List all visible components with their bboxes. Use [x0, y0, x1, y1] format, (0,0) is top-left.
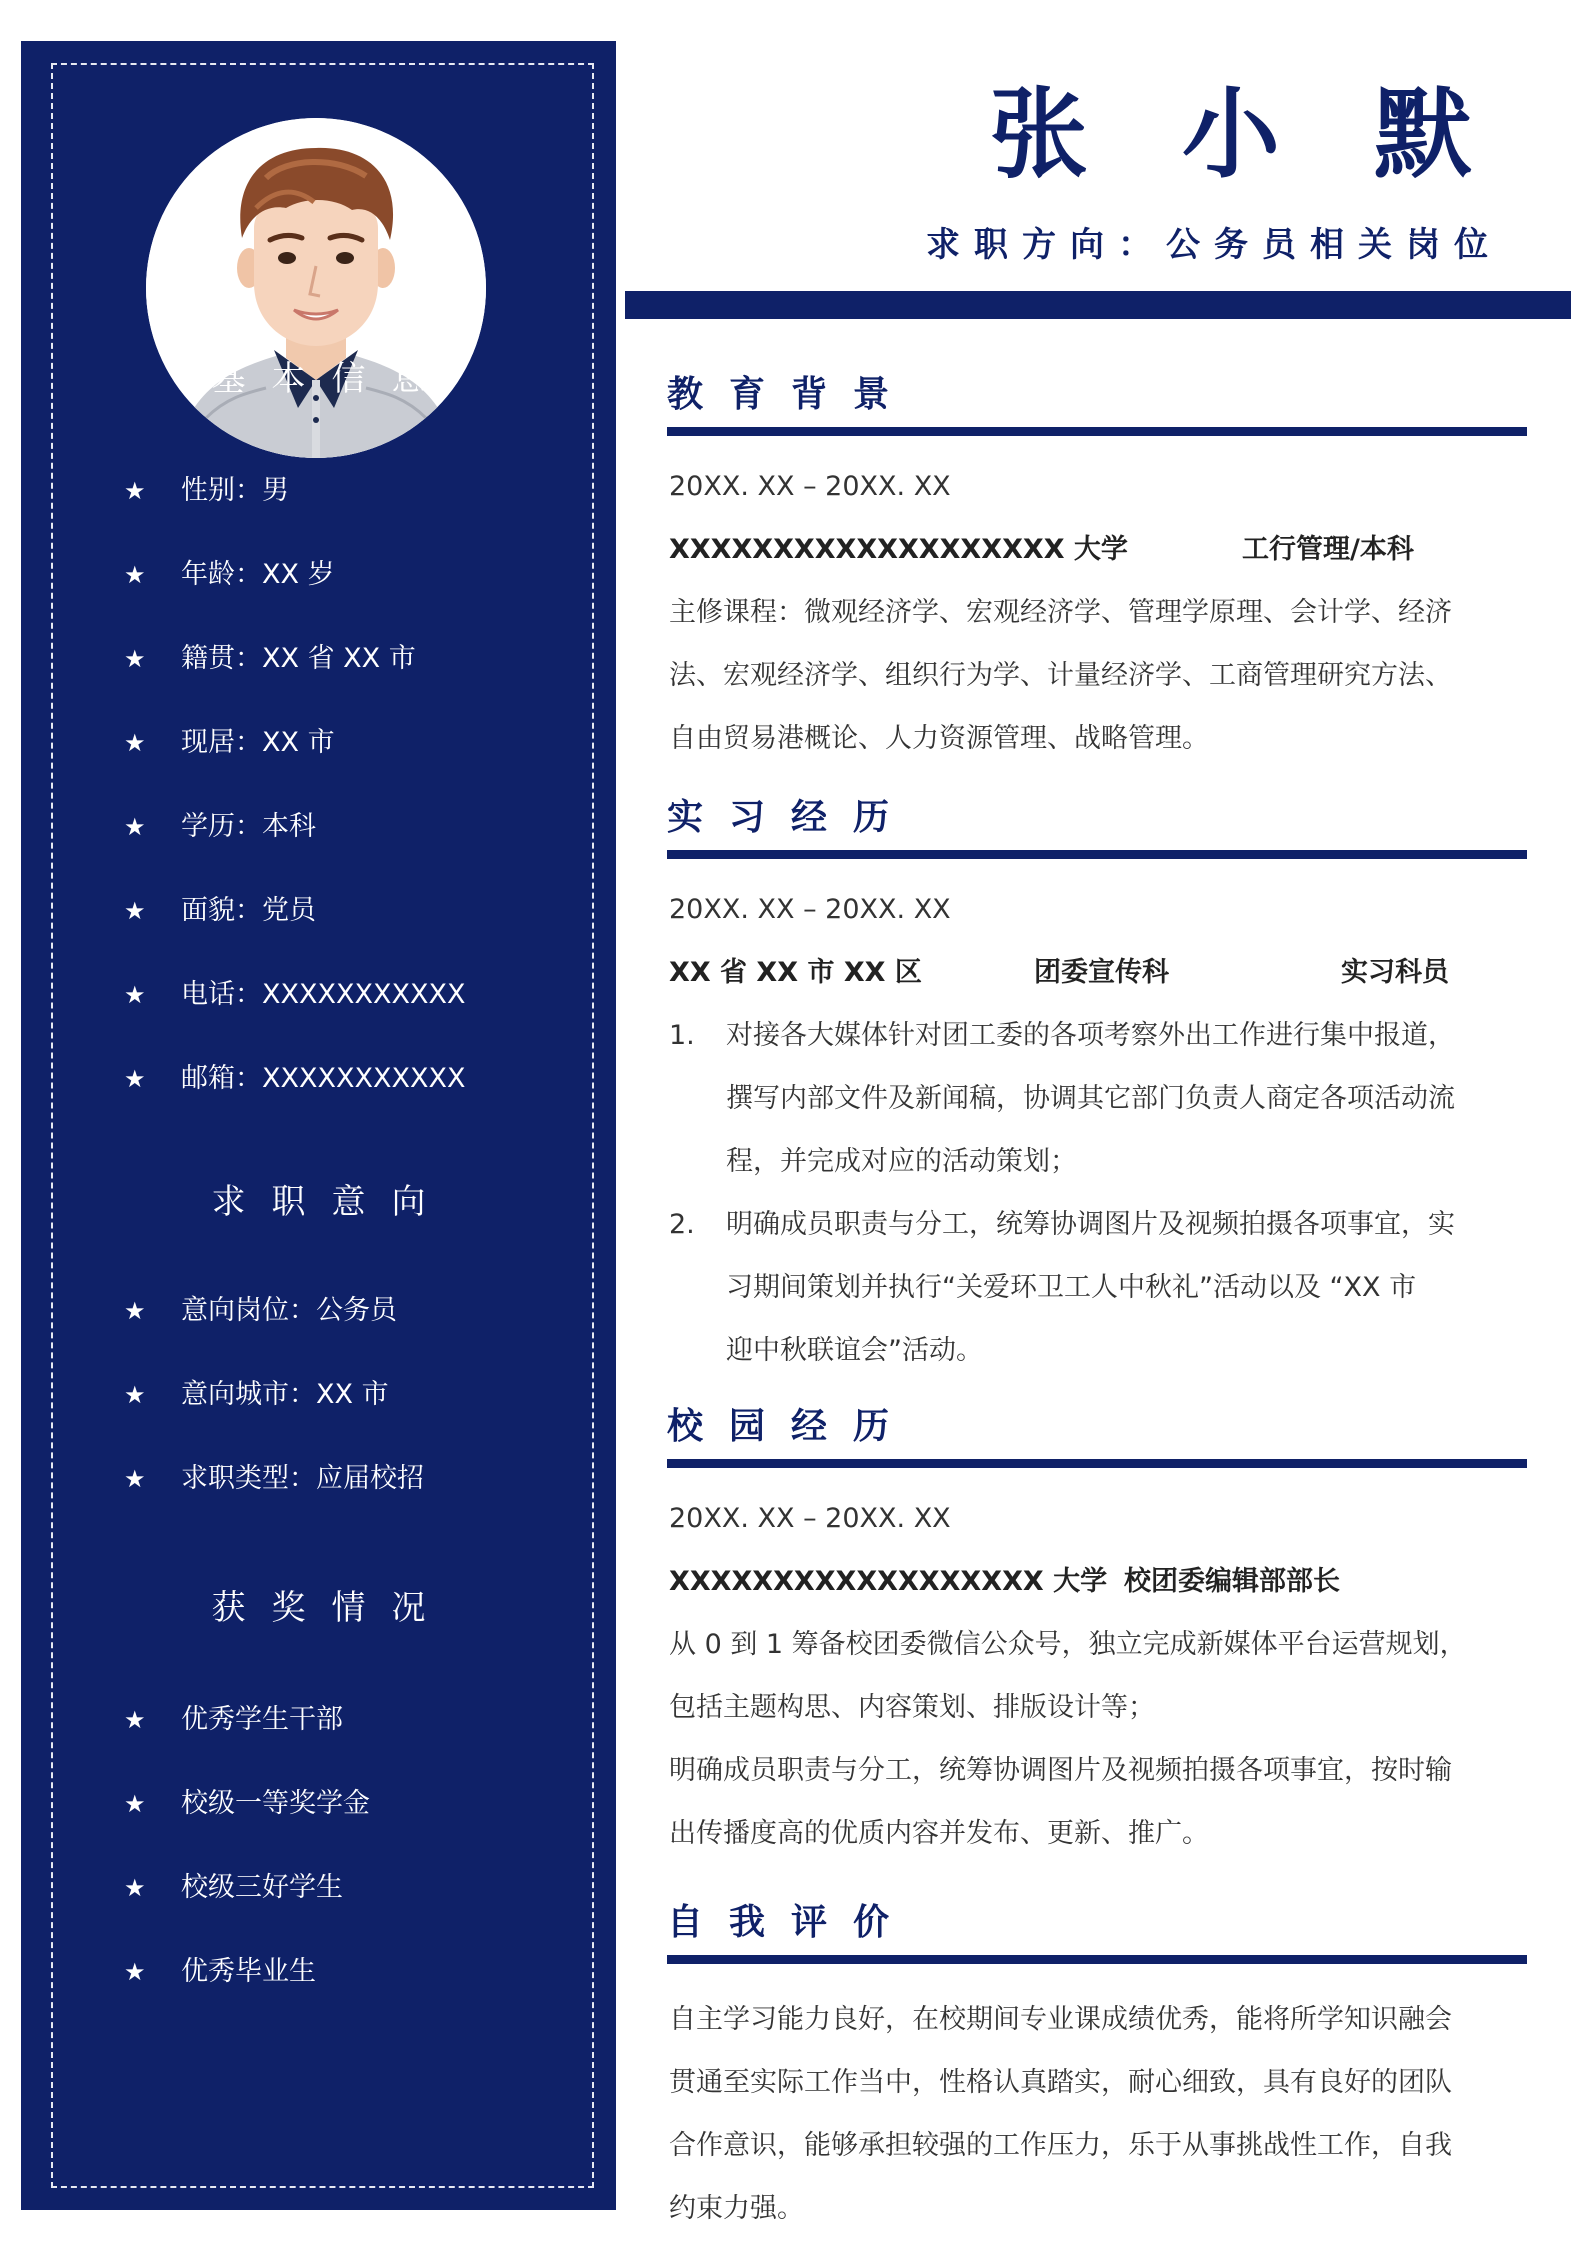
award-item: 优秀学生干部 [181, 1704, 343, 1735]
star-icon: ★ [124, 1381, 146, 1409]
campus-title: 校园经历 [667, 1406, 916, 1447]
star-icon: ★ [124, 729, 146, 757]
basic-info-politics: 面貌：党员 [181, 895, 316, 926]
star-icon: ★ [124, 645, 146, 673]
education-major: 工行管理/本科 [1242, 534, 1414, 565]
awards-title: 获奖情况 [211, 1588, 452, 1628]
internship-section-header [667, 788, 1527, 859]
item-line: 撰写内部文件及新闻稿，协调其它部门负责人商定各项活动流 [726, 1083, 1455, 1114]
self-eval-title: 自我评价 [667, 1902, 916, 1943]
campus-line: 从 0 到 1 筹备校团委微信公众号，独立完成新媒体平台运营规划， [669, 1629, 1467, 1660]
basic-info-education: 学历：本科 [181, 811, 316, 842]
education-row [669, 518, 1529, 581]
intention-list [21, 1269, 616, 1521]
basic-info-phone: 电话：XXXXXXXXXXX [181, 979, 466, 1010]
award-item: 优秀毕业生 [181, 1956, 316, 1987]
intention-position: 意向岗位：公务员 [181, 1295, 397, 1326]
star-icon: ★ [124, 1958, 146, 1986]
star-icon: ★ [124, 1874, 146, 1902]
item-line: 程，并完成对应的活动策划； [726, 1146, 1077, 1177]
list-item [21, 785, 616, 869]
internship-row [669, 941, 1529, 1004]
campus-line: 明确成员职责与分工，统筹协调图片及视频拍摄各项事宜，按时输 [669, 1755, 1452, 1786]
section-divider [667, 850, 1527, 859]
education-section-header [667, 365, 1527, 436]
campus-line: 包括主题构思、内容策划、排版设计等； [669, 1692, 1155, 1723]
campus-school: XXXXXXXXXXXXXXXXXX 大学 [669, 1566, 1108, 1597]
internship-role: 实习科员 [1341, 957, 1449, 988]
education-title: 教育背景 [667, 374, 916, 415]
candidate-name: 张 小 默 [989, 78, 1502, 192]
item-number: 1. [669, 1020, 695, 1051]
header-bar [625, 291, 1571, 319]
internship-place: XX 省 XX 市 XX 区 [669, 957, 922, 988]
list-item [21, 1437, 616, 1521]
item-line: 迎中秋联谊会”活动。 [726, 1335, 983, 1366]
courses-line: 自由贸易港概论、人力资源管理、战略管理。 [669, 723, 1209, 754]
basic-info-title: 基本信息 [211, 359, 452, 399]
list-item [21, 1353, 616, 1437]
item-line: 明确成员职责与分工，统筹协调图片及视频拍摄各项事宜，实 [726, 1209, 1455, 1240]
courses-line: 法、宏观经济学、组织行为学、计量经济学、工商管理研究方法、 [669, 660, 1452, 691]
award-item: 校级三好学生 [181, 1872, 343, 1903]
internship-title: 实习经历 [667, 797, 916, 838]
basic-info-residence: 现居：XX 市 [181, 727, 335, 758]
courses-line: 主修课程：微观经济学、宏观经济学、管理学原理、会计学、经济 [669, 597, 1452, 628]
basic-info-section [21, 349, 616, 1121]
list-item [21, 1678, 616, 1762]
basic-info-gender: 性别：男 [181, 475, 289, 506]
campus-section-header [667, 1397, 1527, 1468]
item-line: 习期间策划并执行“关爱环卫工人中秋礼”活动以及 “XX 市 [726, 1272, 1417, 1303]
education-courses [669, 581, 1529, 770]
list-item [21, 1930, 616, 2014]
self-eval-text [669, 1988, 1529, 2240]
basic-info-email: 邮箱：XXXXXXXXXXX [181, 1063, 466, 1094]
basic-info-age: 年龄：XX 岁 [181, 559, 335, 590]
list-item [21, 1762, 616, 1846]
star-icon: ★ [124, 1790, 146, 1818]
self-eval-section-header [667, 1893, 1527, 1964]
sidebar [21, 41, 616, 2210]
basic-info-hometown: 籍贯：XX 省 XX 市 [181, 643, 416, 674]
campus-role: 校团委编辑部部长 [1124, 1566, 1340, 1597]
list-item [21, 617, 616, 701]
section-divider [667, 427, 1527, 436]
item-number: 2. [669, 1209, 695, 1240]
star-icon: ★ [124, 1706, 146, 1734]
education-date: 20XX. XX – 20XX. XX [669, 471, 951, 502]
job-target: 求职方向：公务员相关岗位 [926, 225, 1502, 265]
awards-list [21, 1678, 616, 2014]
star-icon: ★ [124, 813, 146, 841]
star-icon: ★ [124, 981, 146, 1009]
campus-line: 出传播度高的优质内容并发布、更新、推广。 [669, 1818, 1209, 1849]
campus-date: 20XX. XX – 20XX. XX [669, 1503, 951, 1534]
internship-department: 团委宣传科 [1034, 957, 1169, 988]
list-item [21, 533, 616, 617]
star-icon: ★ [124, 1065, 146, 1093]
list-item [21, 1269, 616, 1353]
star-icon: ★ [124, 1297, 146, 1325]
self-eval-line: 约束力强。 [669, 2193, 804, 2224]
section-divider [667, 1459, 1527, 1468]
campus-row [669, 1550, 1529, 1613]
list-item [21, 1846, 616, 1930]
list-item [21, 701, 616, 785]
list-item [21, 953, 616, 1037]
award-item: 校级一等奖学金 [181, 1788, 370, 1819]
intention-type: 求职类型：应届校招 [181, 1463, 424, 1494]
self-eval-line: 合作意识，能够承担较强的工作压力，乐于从事挑战性工作，自我 [669, 2130, 1452, 2161]
campus-description [669, 1613, 1529, 1865]
section-divider [667, 1955, 1527, 1964]
awards-section [21, 1578, 616, 2014]
list-item [21, 449, 616, 533]
list-item [21, 869, 616, 953]
star-icon: ★ [124, 1465, 146, 1493]
intention-title: 求职意向 [211, 1182, 452, 1222]
self-eval-line: 贯通至实际工作当中，性格认真踏实，耐心细致，具有良好的团队 [669, 2067, 1452, 2098]
self-eval-line: 自主学习能力良好，在校期间专业课成绩优秀，能将所学知识融会 [669, 2004, 1452, 2035]
intention-section [21, 1172, 616, 1521]
item-line: 对接各大媒体针对团工委的各项考察外出工作进行集中报道， [726, 1020, 1455, 1051]
star-icon: ★ [124, 477, 146, 505]
internship-date: 20XX. XX – 20XX. XX [669, 894, 951, 925]
list-item [21, 1037, 616, 1121]
star-icon: ★ [124, 897, 146, 925]
education-school: XXXXXXXXXXXXXXXXXXX 大学 [669, 534, 1128, 565]
basic-info-list [21, 449, 616, 1121]
intention-city: 意向城市：XX 市 [181, 1379, 389, 1410]
star-icon: ★ [124, 561, 146, 589]
